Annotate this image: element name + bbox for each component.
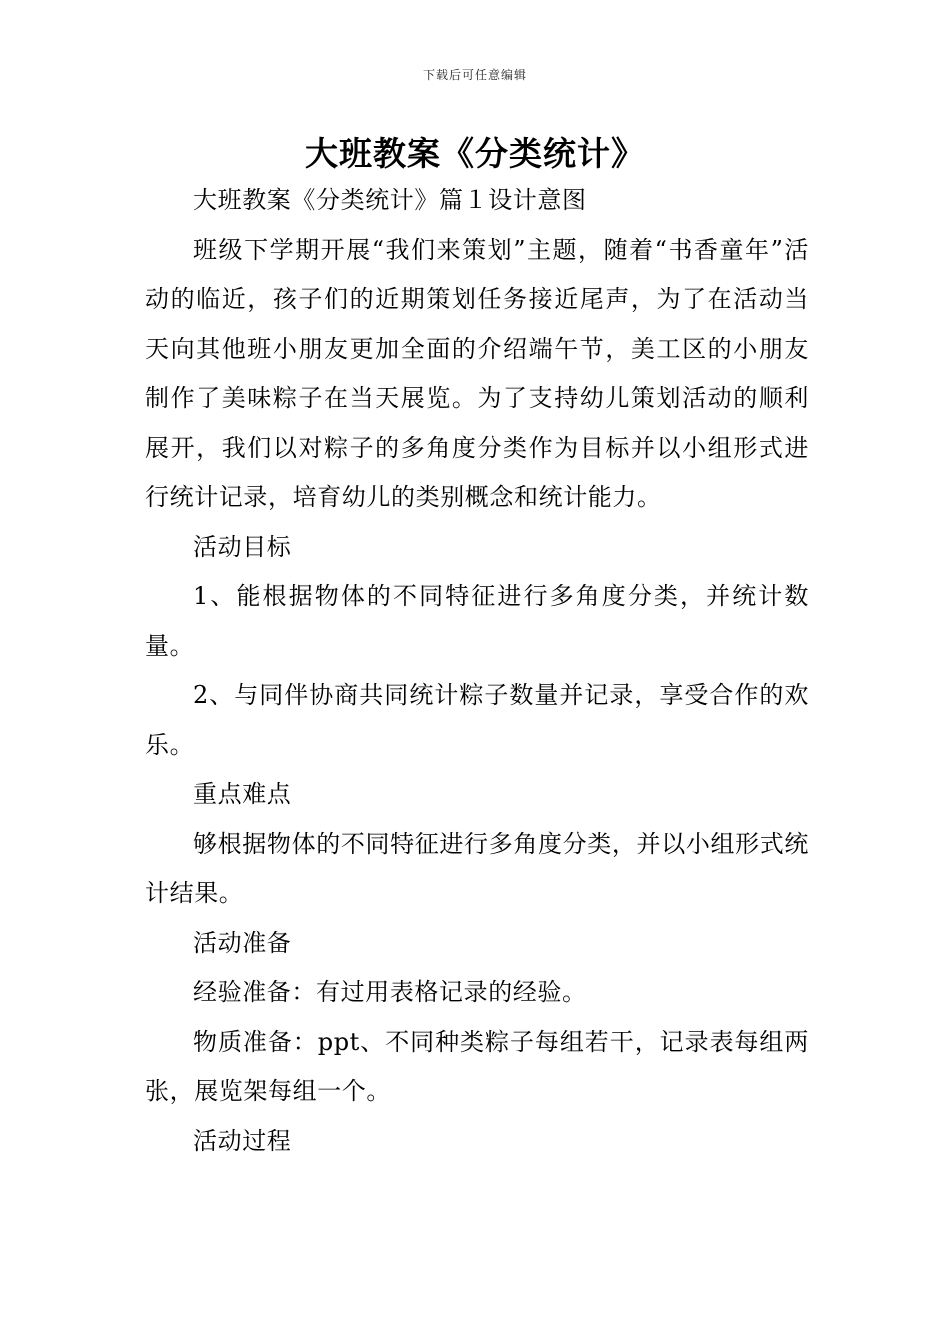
goal-item-1: 1、能根据物体的不同特征进行多角度分类，并统计数量。 <box>145 582 809 660</box>
document-title: 大班教案《分类统计》 <box>305 134 645 173</box>
paragraph-design-intent: 班级下学期开展“我们来策划”主题，随着“书香童年”活动的临近，孩子们的近期策划任务接近尾声，为了在活动当天向其他班小朋友更加全面的介绍端午节，美工区的小朋友制作了美味粽子在当天展览。为了支持幼儿策划活动的顺利展开，我们以对粽子的多角度分类作为目标并以小组形式进行统计记录，培育幼儿的类别概念和统计能力。 <box>145 235 809 511</box>
document-body <box>145 176 809 1166</box>
goal-item-2: 2、与同伴协商共同统计粽子数量并记录，享受合作的欢乐。 <box>145 681 809 759</box>
paragraph-subtitle: 大班教案《分类统计》篇１设计意图 <box>193 186 587 214</box>
paragraph-material-preparation: 物质准备：ppt、不同种类粽子每组若干，记录表每组两张，展览架每组一个。 <box>145 1027 809 1105</box>
section-heading-process: 活动过程 <box>193 1126 292 1155</box>
section-heading-key-points: 重点难点 <box>193 780 292 808</box>
section-heading-preparation: 活动准备 <box>193 928 292 957</box>
paragraph-experience-preparation: 经验准备：有过用表格记录的经验。 <box>193 978 587 1006</box>
header-note: 下载后可任意编辑 <box>422 68 527 82</box>
section-heading-goals: 活动目标 <box>193 532 292 561</box>
paragraph-key-points: 够根据物体的不同特征进行多角度分类，并以小组形式统计结果。 <box>145 829 809 907</box>
